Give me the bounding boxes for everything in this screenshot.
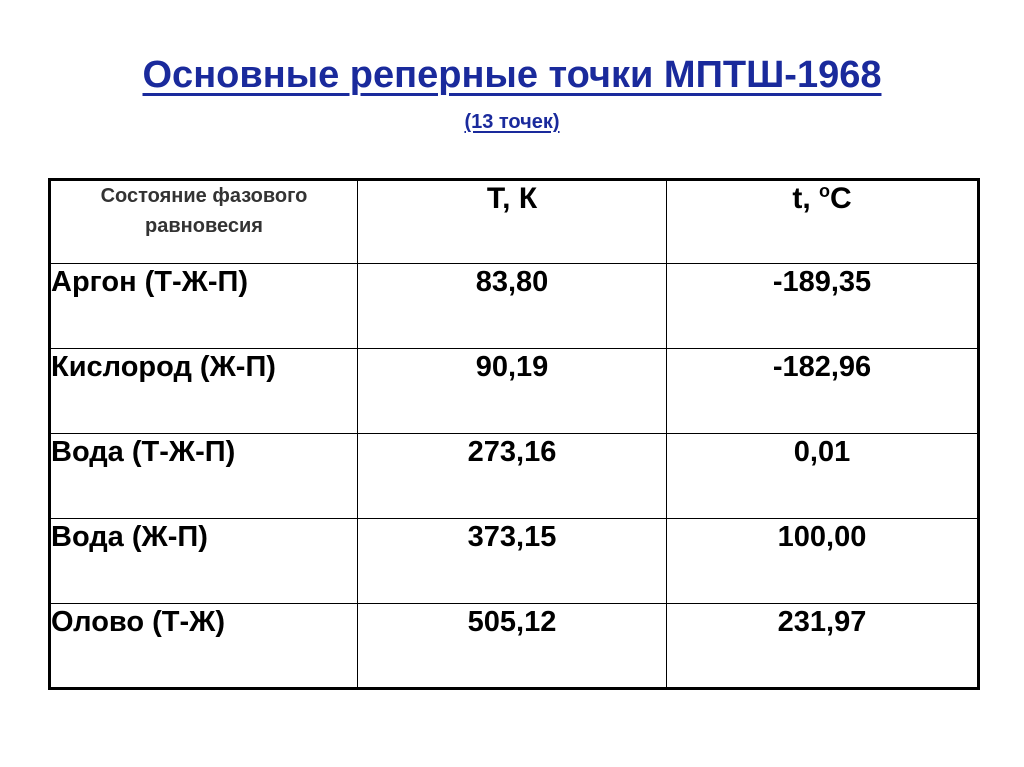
cell-kelvin: 273,16 (358, 434, 667, 519)
reference-points-table (48, 178, 980, 690)
cell-celsius: -182,96 (667, 349, 979, 434)
header-celsius-prefix: t, (792, 182, 819, 215)
slide-title: Основные реперные точки МПТШ-1968 (142, 54, 882, 96)
cell-kelvin: 505,12 (358, 604, 667, 689)
header-state: Состояние фазового равновесия (50, 180, 358, 264)
header-celsius (667, 180, 979, 264)
cell-celsius: 100,00 (667, 519, 979, 604)
table-row (50, 519, 979, 604)
cell-state: Вода (Ж-П) (50, 519, 358, 604)
cell-celsius: 231,97 (667, 604, 979, 689)
slide-subtitle: (13 точек) (464, 111, 560, 133)
cell-state: Аргон (Т-Ж-П) (50, 264, 358, 349)
cell-celsius: 0,01 (667, 434, 979, 519)
table-row (50, 604, 979, 689)
degree-symbol: o (819, 181, 830, 201)
cell-state: Вода (Т-Ж-П) (50, 434, 358, 519)
header-celsius-unit: C (830, 182, 852, 215)
table-header-row (50, 180, 979, 264)
cell-celsius: -189,35 (667, 264, 979, 349)
table-row (50, 434, 979, 519)
cell-kelvin: 90,19 (358, 349, 667, 434)
cell-state: Кислород (Ж-П) (50, 349, 358, 434)
header-kelvin: Т, К (358, 180, 667, 264)
cell-state: Олово (Т-Ж) (50, 604, 358, 689)
cell-kelvin: 373,15 (358, 519, 667, 604)
table-row (50, 349, 979, 434)
table-row (50, 264, 979, 349)
cell-kelvin: 83,80 (358, 264, 667, 349)
